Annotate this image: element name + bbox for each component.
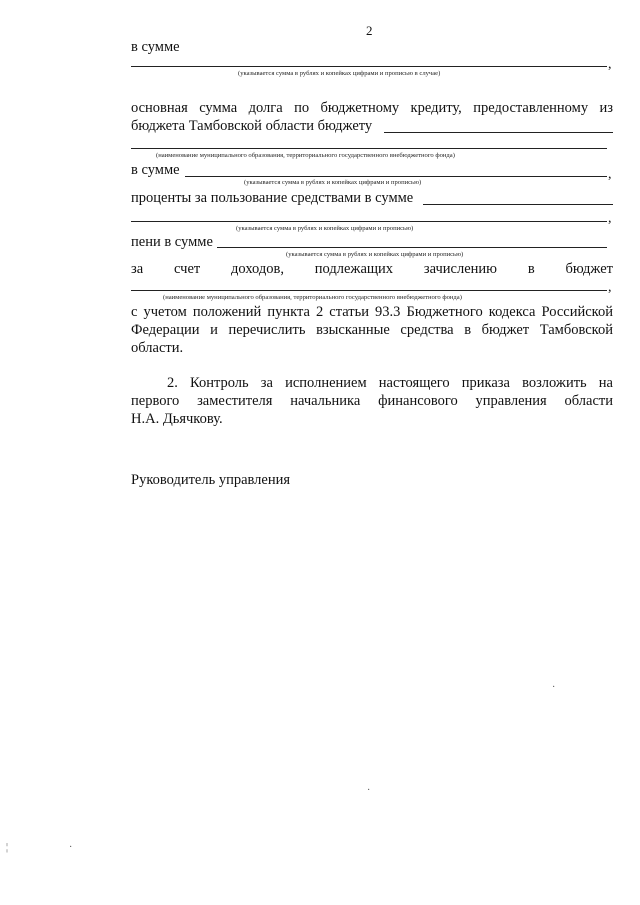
income-line [131,261,613,278]
scan-speck: ¦ [6,842,9,853]
income-word: зачислению [423,261,497,277]
income-word: доходов, [231,261,284,277]
interest-label: проценты за пользование средствами в сумме [131,190,414,206]
hint-sum-3: (указывается сумма в рублях и копейках цифрами и прописью) [236,225,414,232]
sum-label-1: в сумме [131,39,180,55]
signature-title: Руководитель управления [131,472,291,488]
blank-line-municipality-2 [131,290,607,291]
hint-sum-2: (указывается сумма в рублях и копейках цифрами и прописью) [244,179,422,186]
scan-speck: · [69,842,73,853]
control-paragraph-line-1: 2. Контроль за исполнением настоящего приказа возложить на [167,375,613,391]
scan-speck: · [552,682,556,693]
hint-municipality-1: (наименование муниципального образования, территориального государственного внебюджетного фонда) [156,152,455,159]
code-paragraph-line-2: Федерации и перечислить взысканные средства в бюджет Тамбовской [131,322,613,338]
penalty-label: пени в сумме [131,234,213,250]
scan-speck: · [367,785,371,796]
comma-2: , [608,167,612,182]
income-word: подлежащих [314,261,394,277]
comma-4: , [608,280,612,295]
blank-line-budget-recipient [384,132,613,133]
control-paragraph-line-3: Н.А. Дьячкову. [131,411,223,427]
income-word: бюджет [565,261,613,277]
control-paragraph-line-2: первого заместителя начальника финансового управления области [131,393,613,409]
code-paragraph-line-1: с учетом положений пункта 2 статьи 93.3 Бюджетного кодекса Российской [131,304,613,320]
sum-label-2: в сумме [131,162,180,178]
hint-sum-cases: (указывается сумма в рублях и копейках цифрами и прописью в случае) [238,70,441,77]
blank-line-penalty [217,247,607,248]
blank-line-sum-2 [185,176,607,177]
income-word: счет [174,261,201,277]
debt-paragraph-line-2: бюджета Тамбовской области бюджету [131,118,373,134]
hint-sum-4: (указывается сумма в рублях и копейках цифрами и прописью) [286,251,464,258]
comma-1: , [608,57,612,72]
blank-line-interest [131,221,607,222]
code-paragraph-line-3: области. [131,340,184,356]
comma-3: , [608,211,612,226]
blank-line-municipality-1 [131,148,607,149]
debt-paragraph-line-1: основная сумма долга по бюджетному кредиту, предоставленному из [131,100,613,116]
blank-line-interest-inline [423,204,613,205]
page-number: 2 [366,23,373,38]
income-word: в [527,261,535,277]
income-word: за [131,261,144,277]
blank-line-sum-1 [131,66,607,67]
hint-municipality-2: (наименование муниципального образования, территориального государственного внебюджетного фонда) [163,294,462,301]
